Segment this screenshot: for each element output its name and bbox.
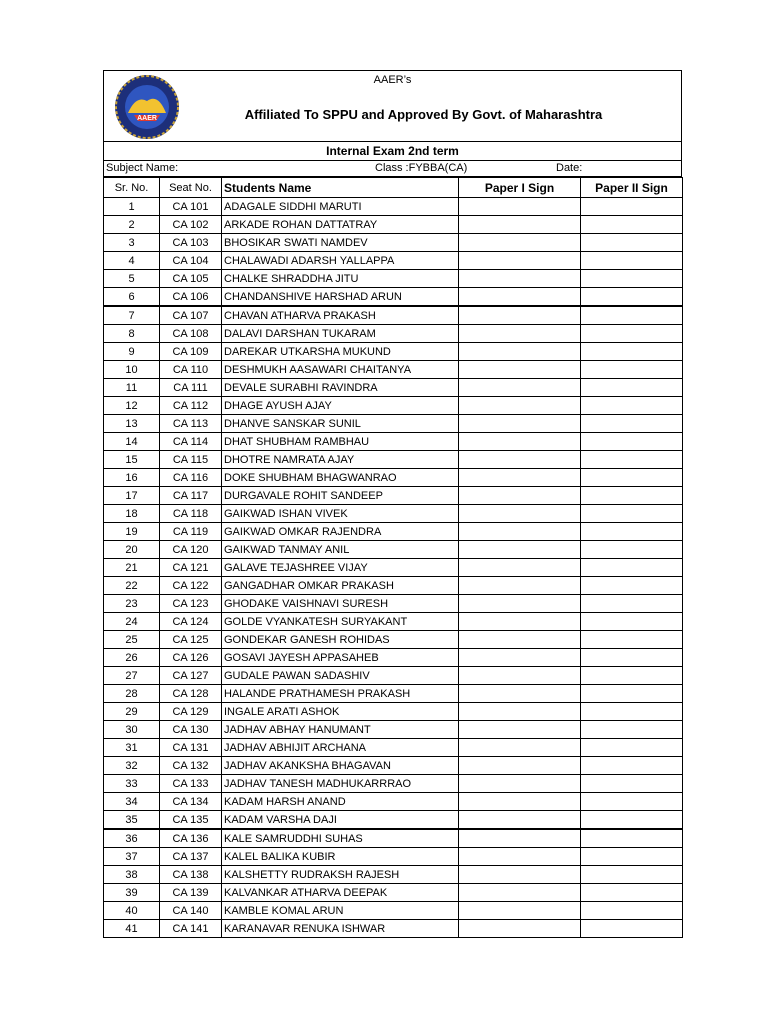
table-row <box>104 252 683 270</box>
paper-2-sign-cell[interactable] <box>581 451 683 469</box>
sr-no-cell: 38 <box>104 866 160 884</box>
sr-no-cell: 21 <box>104 559 160 577</box>
paper-2-sign-cell[interactable] <box>581 884 683 902</box>
seat-no-cell: CA 129 <box>160 703 222 721</box>
table-row <box>104 829 683 848</box>
sr-no-cell: 15 <box>104 451 160 469</box>
paper-2-sign-cell[interactable] <box>581 505 683 523</box>
paper-1-sign-cell[interactable] <box>459 793 581 811</box>
col-paper-2-sign: Paper II Sign <box>581 178 683 198</box>
student-name-cell: HALANDE PRATHAMESH PRAKASH <box>222 685 459 703</box>
seat-no-cell: CA 132 <box>160 757 222 775</box>
sr-no-cell: 29 <box>104 703 160 721</box>
paper-2-sign-cell[interactable] <box>581 866 683 884</box>
paper-1-sign-cell[interactable] <box>459 649 581 667</box>
sr-no-cell: 12 <box>104 397 160 415</box>
paper-2-sign-cell[interactable] <box>581 685 683 703</box>
paper-1-sign-cell[interactable] <box>459 631 581 649</box>
table-row <box>104 667 683 685</box>
paper-1-sign-cell[interactable] <box>459 739 581 757</box>
paper-1-sign-cell[interactable] <box>459 757 581 775</box>
seat-no-cell: CA 128 <box>160 685 222 703</box>
student-name-cell: KALE SAMRUDDHI SUHAS <box>222 829 459 848</box>
paper-1-sign-cell[interactable] <box>459 703 581 721</box>
table-row <box>104 739 683 757</box>
paper-2-sign-cell[interactable] <box>581 433 683 451</box>
class-label: Class :FYBBA(CA) <box>375 162 468 174</box>
paper-1-sign-cell[interactable] <box>459 252 581 270</box>
seat-no-cell: CA 138 <box>160 866 222 884</box>
student-name-cell: GANGADHAR OMKAR PRAKASH <box>222 577 459 595</box>
sr-no-cell: 8 <box>104 325 160 343</box>
student-name-cell: DEVALE SURABHI RAVINDRA <box>222 379 459 397</box>
seat-no-cell: CA 141 <box>160 920 222 938</box>
table-row <box>104 415 683 433</box>
sr-no-cell: 39 <box>104 884 160 902</box>
paper-1-sign-cell[interactable] <box>459 415 581 433</box>
student-name-cell: KADAM VARSHA DAJI <box>222 811 459 830</box>
paper-2-sign-cell[interactable] <box>581 216 683 234</box>
paper-2-sign-cell[interactable] <box>581 541 683 559</box>
paper-2-sign-cell[interactable] <box>581 793 683 811</box>
table-row <box>104 397 683 415</box>
col-sr-no: Sr. No. <box>104 178 160 198</box>
table-row <box>104 793 683 811</box>
paper-1-sign-cell[interactable] <box>459 523 581 541</box>
paper-1-sign-cell[interactable] <box>459 811 581 830</box>
paper-2-sign-cell[interactable] <box>581 631 683 649</box>
seat-no-cell: CA 102 <box>160 216 222 234</box>
paper-2-sign-cell[interactable] <box>581 649 683 667</box>
paper-2-sign-cell[interactable] <box>581 559 683 577</box>
sr-no-cell: 18 <box>104 505 160 523</box>
table-row <box>104 306 683 325</box>
table-row <box>104 775 683 793</box>
seat-no-cell: CA 116 <box>160 469 222 487</box>
sr-no-cell: 32 <box>104 757 160 775</box>
paper-1-sign-cell[interactable] <box>459 829 581 848</box>
seat-no-cell: CA 104 <box>160 252 222 270</box>
paper-2-sign-cell[interactable] <box>581 667 683 685</box>
seat-no-cell: CA 103 <box>160 234 222 252</box>
paper-1-sign-cell[interactable] <box>459 306 581 325</box>
table-row <box>104 541 683 559</box>
paper-1-sign-cell[interactable] <box>459 613 581 631</box>
table-row <box>104 505 683 523</box>
seat-no-cell: CA 113 <box>160 415 222 433</box>
table-row <box>104 631 683 649</box>
paper-1-sign-cell[interactable] <box>459 902 581 920</box>
student-name-cell: INGALE ARATI ASHOK <box>222 703 459 721</box>
seat-no-cell: CA 101 <box>160 198 222 216</box>
table-row <box>104 902 683 920</box>
table-row <box>104 848 683 866</box>
exam-title: Internal Exam 2nd term <box>103 142 682 161</box>
seat-no-cell: CA 130 <box>160 721 222 739</box>
student-name-cell: CHALAWADI ADARSH YALLAPPA <box>222 252 459 270</box>
seat-no-cell: CA 125 <box>160 631 222 649</box>
paper-1-sign-cell[interactable] <box>459 577 581 595</box>
paper-2-sign-cell[interactable] <box>581 829 683 848</box>
sr-no-cell: 17 <box>104 487 160 505</box>
affiliation-text: Affiliated To SPPU and Approved By Govt. of Maharashtra <box>244 107 603 122</box>
paper-2-sign-cell[interactable] <box>581 361 683 379</box>
student-name-cell: KADAM HARSH ANAND <box>222 793 459 811</box>
table-row <box>104 234 683 252</box>
sr-no-cell: 30 <box>104 721 160 739</box>
seat-no-cell: CA 112 <box>160 397 222 415</box>
student-name-cell: GOLDE VYANKATESH SURYAKANT <box>222 613 459 631</box>
seat-no-cell: CA 127 <box>160 667 222 685</box>
sr-no-cell: 5 <box>104 270 160 288</box>
student-name-cell: DURGAVALE ROHIT SANDEEP <box>222 487 459 505</box>
paper-2-sign-cell[interactable] <box>581 775 683 793</box>
student-name-cell: GOSAVI JAYESH APPASAHEB <box>222 649 459 667</box>
sr-no-cell: 41 <box>104 920 160 938</box>
date-label: Date: <box>556 162 583 174</box>
paper-2-sign-cell[interactable] <box>581 902 683 920</box>
paper-1-sign-cell[interactable] <box>459 288 581 307</box>
paper-2-sign-cell[interactable] <box>581 325 683 343</box>
seat-no-cell: CA 137 <box>160 848 222 866</box>
sr-no-cell: 2 <box>104 216 160 234</box>
seat-no-cell: CA 114 <box>160 433 222 451</box>
sr-no-cell: 27 <box>104 667 160 685</box>
student-name-cell: GALAVE TEJASHREE VIJAY <box>222 559 459 577</box>
sr-no-cell: 16 <box>104 469 160 487</box>
table-header-row <box>104 178 683 198</box>
paper-2-sign-cell[interactable] <box>581 379 683 397</box>
table-row <box>104 577 683 595</box>
paper-1-sign-cell[interactable] <box>459 667 581 685</box>
paper-2-sign-cell[interactable] <box>581 739 683 757</box>
paper-2-sign-cell[interactable] <box>581 343 683 361</box>
paper-2-sign-cell[interactable] <box>581 613 683 631</box>
sr-no-cell: 36 <box>104 829 160 848</box>
table-row <box>104 433 683 451</box>
table-row <box>104 613 683 631</box>
student-name-cell: CHAVAN ATHARVA PRAKASH <box>222 306 459 325</box>
seat-no-cell: CA 110 <box>160 361 222 379</box>
student-name-cell: GAIKWAD ISHAN VIVEK <box>222 505 459 523</box>
paper-1-sign-cell[interactable] <box>459 379 581 397</box>
seat-no-cell: CA 124 <box>160 613 222 631</box>
table-row <box>104 559 683 577</box>
sr-no-cell: 7 <box>104 306 160 325</box>
seat-no-cell: CA 108 <box>160 325 222 343</box>
paper-2-sign-cell[interactable] <box>581 848 683 866</box>
sr-no-cell: 3 <box>104 234 160 252</box>
student-name-cell: DHOTRE NAMRATA AJAY <box>222 451 459 469</box>
student-name-cell: DESHMUKH AASAWARI CHAITANYA <box>222 361 459 379</box>
table-row <box>104 685 683 703</box>
paper-2-sign-cell[interactable] <box>581 487 683 505</box>
sr-no-cell: 13 <box>104 415 160 433</box>
sr-no-cell: 10 <box>104 361 160 379</box>
paper-1-sign-cell[interactable] <box>459 685 581 703</box>
paper-1-sign-cell[interactable] <box>459 920 581 938</box>
svg-text:AAER: AAER <box>137 115 157 122</box>
student-name-cell: DOKE SHUBHAM BHAGWANRAO <box>222 469 459 487</box>
student-name-cell: JADHAV ABHIJIT ARCHANA <box>222 739 459 757</box>
student-name-cell: KARANAVAR RENUKA ISHWAR <box>222 920 459 938</box>
paper-2-sign-cell[interactable] <box>581 306 683 325</box>
seat-no-cell: CA 118 <box>160 505 222 523</box>
sr-no-cell: 11 <box>104 379 160 397</box>
student-name-cell: JADHAV ABHAY HANUMANT <box>222 721 459 739</box>
seat-no-cell: CA 121 <box>160 559 222 577</box>
seat-no-cell: CA 115 <box>160 451 222 469</box>
paper-2-sign-cell[interactable] <box>581 252 683 270</box>
sr-no-cell: 22 <box>104 577 160 595</box>
table-row <box>104 451 683 469</box>
paper-1-sign-cell[interactable] <box>459 505 581 523</box>
seat-no-cell: CA 119 <box>160 523 222 541</box>
seat-no-cell: CA 140 <box>160 902 222 920</box>
paper-2-sign-cell[interactable] <box>581 757 683 775</box>
seat-no-cell: CA 117 <box>160 487 222 505</box>
paper-2-sign-cell[interactable] <box>581 198 683 216</box>
sr-no-cell: 6 <box>104 288 160 307</box>
paper-1-sign-cell[interactable] <box>459 541 581 559</box>
paper-2-sign-cell[interactable] <box>581 721 683 739</box>
table-row <box>104 487 683 505</box>
paper-2-sign-cell[interactable] <box>581 288 683 307</box>
sr-no-cell: 20 <box>104 541 160 559</box>
student-name-cell: KALSHETTY RUDRAKSH RAJESH <box>222 866 459 884</box>
sr-no-cell: 9 <box>104 343 160 361</box>
seat-no-cell: CA 126 <box>160 649 222 667</box>
table-row <box>104 523 683 541</box>
seat-no-cell: CA 131 <box>160 739 222 757</box>
table-row <box>104 920 683 938</box>
sr-no-cell: 40 <box>104 902 160 920</box>
paper-1-sign-cell[interactable] <box>459 559 581 577</box>
table-row <box>104 270 683 288</box>
paper-1-sign-cell[interactable] <box>459 198 581 216</box>
paper-1-sign-cell[interactable] <box>459 216 581 234</box>
student-name-cell: GAIKWAD TANMAY ANIL <box>222 541 459 559</box>
student-name-cell: DALAVI DARSHAN TUKARAM <box>222 325 459 343</box>
paper-1-sign-cell[interactable] <box>459 884 581 902</box>
paper-1-sign-cell[interactable] <box>459 848 581 866</box>
seat-no-cell: CA 139 <box>160 884 222 902</box>
sr-no-cell: 1 <box>104 198 160 216</box>
sr-no-cell: 24 <box>104 613 160 631</box>
student-name-cell: CHANDANSHIVE HARSHAD ARUN <box>222 288 459 307</box>
paper-2-sign-cell[interactable] <box>581 469 683 487</box>
paper-1-sign-cell[interactable] <box>459 234 581 252</box>
paper-2-sign-cell[interactable] <box>581 811 683 830</box>
paper-1-sign-cell[interactable] <box>459 775 581 793</box>
paper-1-sign-cell[interactable] <box>459 343 581 361</box>
paper-2-sign-cell[interactable] <box>581 397 683 415</box>
col-student-name: Students Name <box>222 178 459 198</box>
seat-no-cell: CA 105 <box>160 270 222 288</box>
sr-no-cell: 35 <box>104 811 160 830</box>
student-name-cell: JADHAV TANESH MADHUKARRRAO <box>222 775 459 793</box>
table-row <box>104 649 683 667</box>
student-name-cell: GHODAKE VAISHNAVI SURESH <box>222 595 459 613</box>
paper-2-sign-cell[interactable] <box>581 595 683 613</box>
paper-1-sign-cell[interactable] <box>459 270 581 288</box>
student-name-cell: DAREKAR UTKARSHA MUKUND <box>222 343 459 361</box>
student-name-cell: ADAGALE SIDDHI MARUTI <box>222 198 459 216</box>
paper-1-sign-cell[interactable] <box>459 469 581 487</box>
student-name-cell: DHAT SHUBHAM RAMBHAU <box>222 433 459 451</box>
paper-2-sign-cell[interactable] <box>581 415 683 433</box>
seat-no-cell: CA 123 <box>160 595 222 613</box>
seat-no-cell: CA 136 <box>160 829 222 848</box>
sr-no-cell: 34 <box>104 793 160 811</box>
seat-no-cell: CA 106 <box>160 288 222 307</box>
student-name-cell: GUDALE PAWAN SADASHIV <box>222 667 459 685</box>
seat-no-cell: CA 135 <box>160 811 222 830</box>
col-paper-1-sign: Paper I Sign <box>459 178 581 198</box>
student-name-cell: GAIKWAD OMKAR RAJENDRA <box>222 523 459 541</box>
sr-no-cell: 28 <box>104 685 160 703</box>
paper-1-sign-cell[interactable] <box>459 721 581 739</box>
sr-no-cell: 31 <box>104 739 160 757</box>
paper-1-sign-cell[interactable] <box>459 361 581 379</box>
paper-1-sign-cell[interactable] <box>459 595 581 613</box>
table-row <box>104 361 683 379</box>
seat-no-cell: CA 109 <box>160 343 222 361</box>
paper-1-sign-cell[interactable] <box>459 325 581 343</box>
table-row <box>104 811 683 830</box>
student-name-cell: GONDEKAR GANESH ROHIDAS <box>222 631 459 649</box>
table-row <box>104 703 683 721</box>
paper-1-sign-cell[interactable] <box>459 397 581 415</box>
table-row <box>104 469 683 487</box>
sr-no-cell: 19 <box>104 523 160 541</box>
info-row <box>103 161 682 177</box>
table-row <box>104 757 683 775</box>
table-row <box>104 379 683 397</box>
student-table <box>103 177 683 938</box>
seat-no-cell: CA 134 <box>160 793 222 811</box>
sr-no-cell: 26 <box>104 649 160 667</box>
sr-no-cell: 23 <box>104 595 160 613</box>
student-name-cell: KAMBLE KOMAL ARUN <box>222 902 459 920</box>
paper-2-sign-cell[interactable] <box>581 523 683 541</box>
table-row <box>104 866 683 884</box>
col-seat-no: Seat No. <box>160 178 222 198</box>
paper-2-sign-cell[interactable] <box>581 703 683 721</box>
table-row <box>104 216 683 234</box>
paper-2-sign-cell[interactable] <box>581 234 683 252</box>
subject-label: Subject Name: <box>106 162 179 174</box>
table-row <box>104 288 683 307</box>
paper-2-sign-cell[interactable] <box>581 270 683 288</box>
sr-no-cell: 14 <box>104 433 160 451</box>
sr-no-cell: 25 <box>104 631 160 649</box>
sr-no-cell: 4 <box>104 252 160 270</box>
paper-1-sign-cell[interactable] <box>459 433 581 451</box>
table-row <box>104 325 683 343</box>
table-row <box>104 198 683 216</box>
student-name-cell: JADHAV AKANKSHA BHAGAVAN <box>222 757 459 775</box>
student-name-cell: KALEL BALIKA KUBIR <box>222 848 459 866</box>
seat-no-cell: CA 120 <box>160 541 222 559</box>
attendance-sheet <box>103 70 682 938</box>
org-name: AAER’s <box>373 74 412 86</box>
table-row <box>104 884 683 902</box>
student-name-cell: BHOSIKAR SWATI NAMDEV <box>222 234 459 252</box>
student-name-cell: CHALKE SHRADDHA JITU <box>222 270 459 288</box>
seat-no-cell: CA 133 <box>160 775 222 793</box>
student-name-cell: KALVANKAR ATHARVA DEEPAK <box>222 884 459 902</box>
seat-no-cell: CA 122 <box>160 577 222 595</box>
seat-no-cell: CA 111 <box>160 379 222 397</box>
paper-2-sign-cell[interactable] <box>581 920 683 938</box>
paper-1-sign-cell[interactable] <box>459 487 581 505</box>
table-row <box>104 721 683 739</box>
sr-no-cell: 33 <box>104 775 160 793</box>
sheet-header <box>103 70 682 142</box>
paper-2-sign-cell[interactable] <box>581 577 683 595</box>
paper-1-sign-cell[interactable] <box>459 866 581 884</box>
table-row <box>104 595 683 613</box>
seat-no-cell: CA 107 <box>160 306 222 325</box>
student-name-cell: DHANVE SANSKAR SUNIL <box>222 415 459 433</box>
paper-1-sign-cell[interactable] <box>459 451 581 469</box>
student-name-cell: DHAGE AYUSH AJAY <box>222 397 459 415</box>
table-row <box>104 343 683 361</box>
sr-no-cell: 37 <box>104 848 160 866</box>
student-name-cell: ARKADE ROHAN DATTATRAY <box>222 216 459 234</box>
